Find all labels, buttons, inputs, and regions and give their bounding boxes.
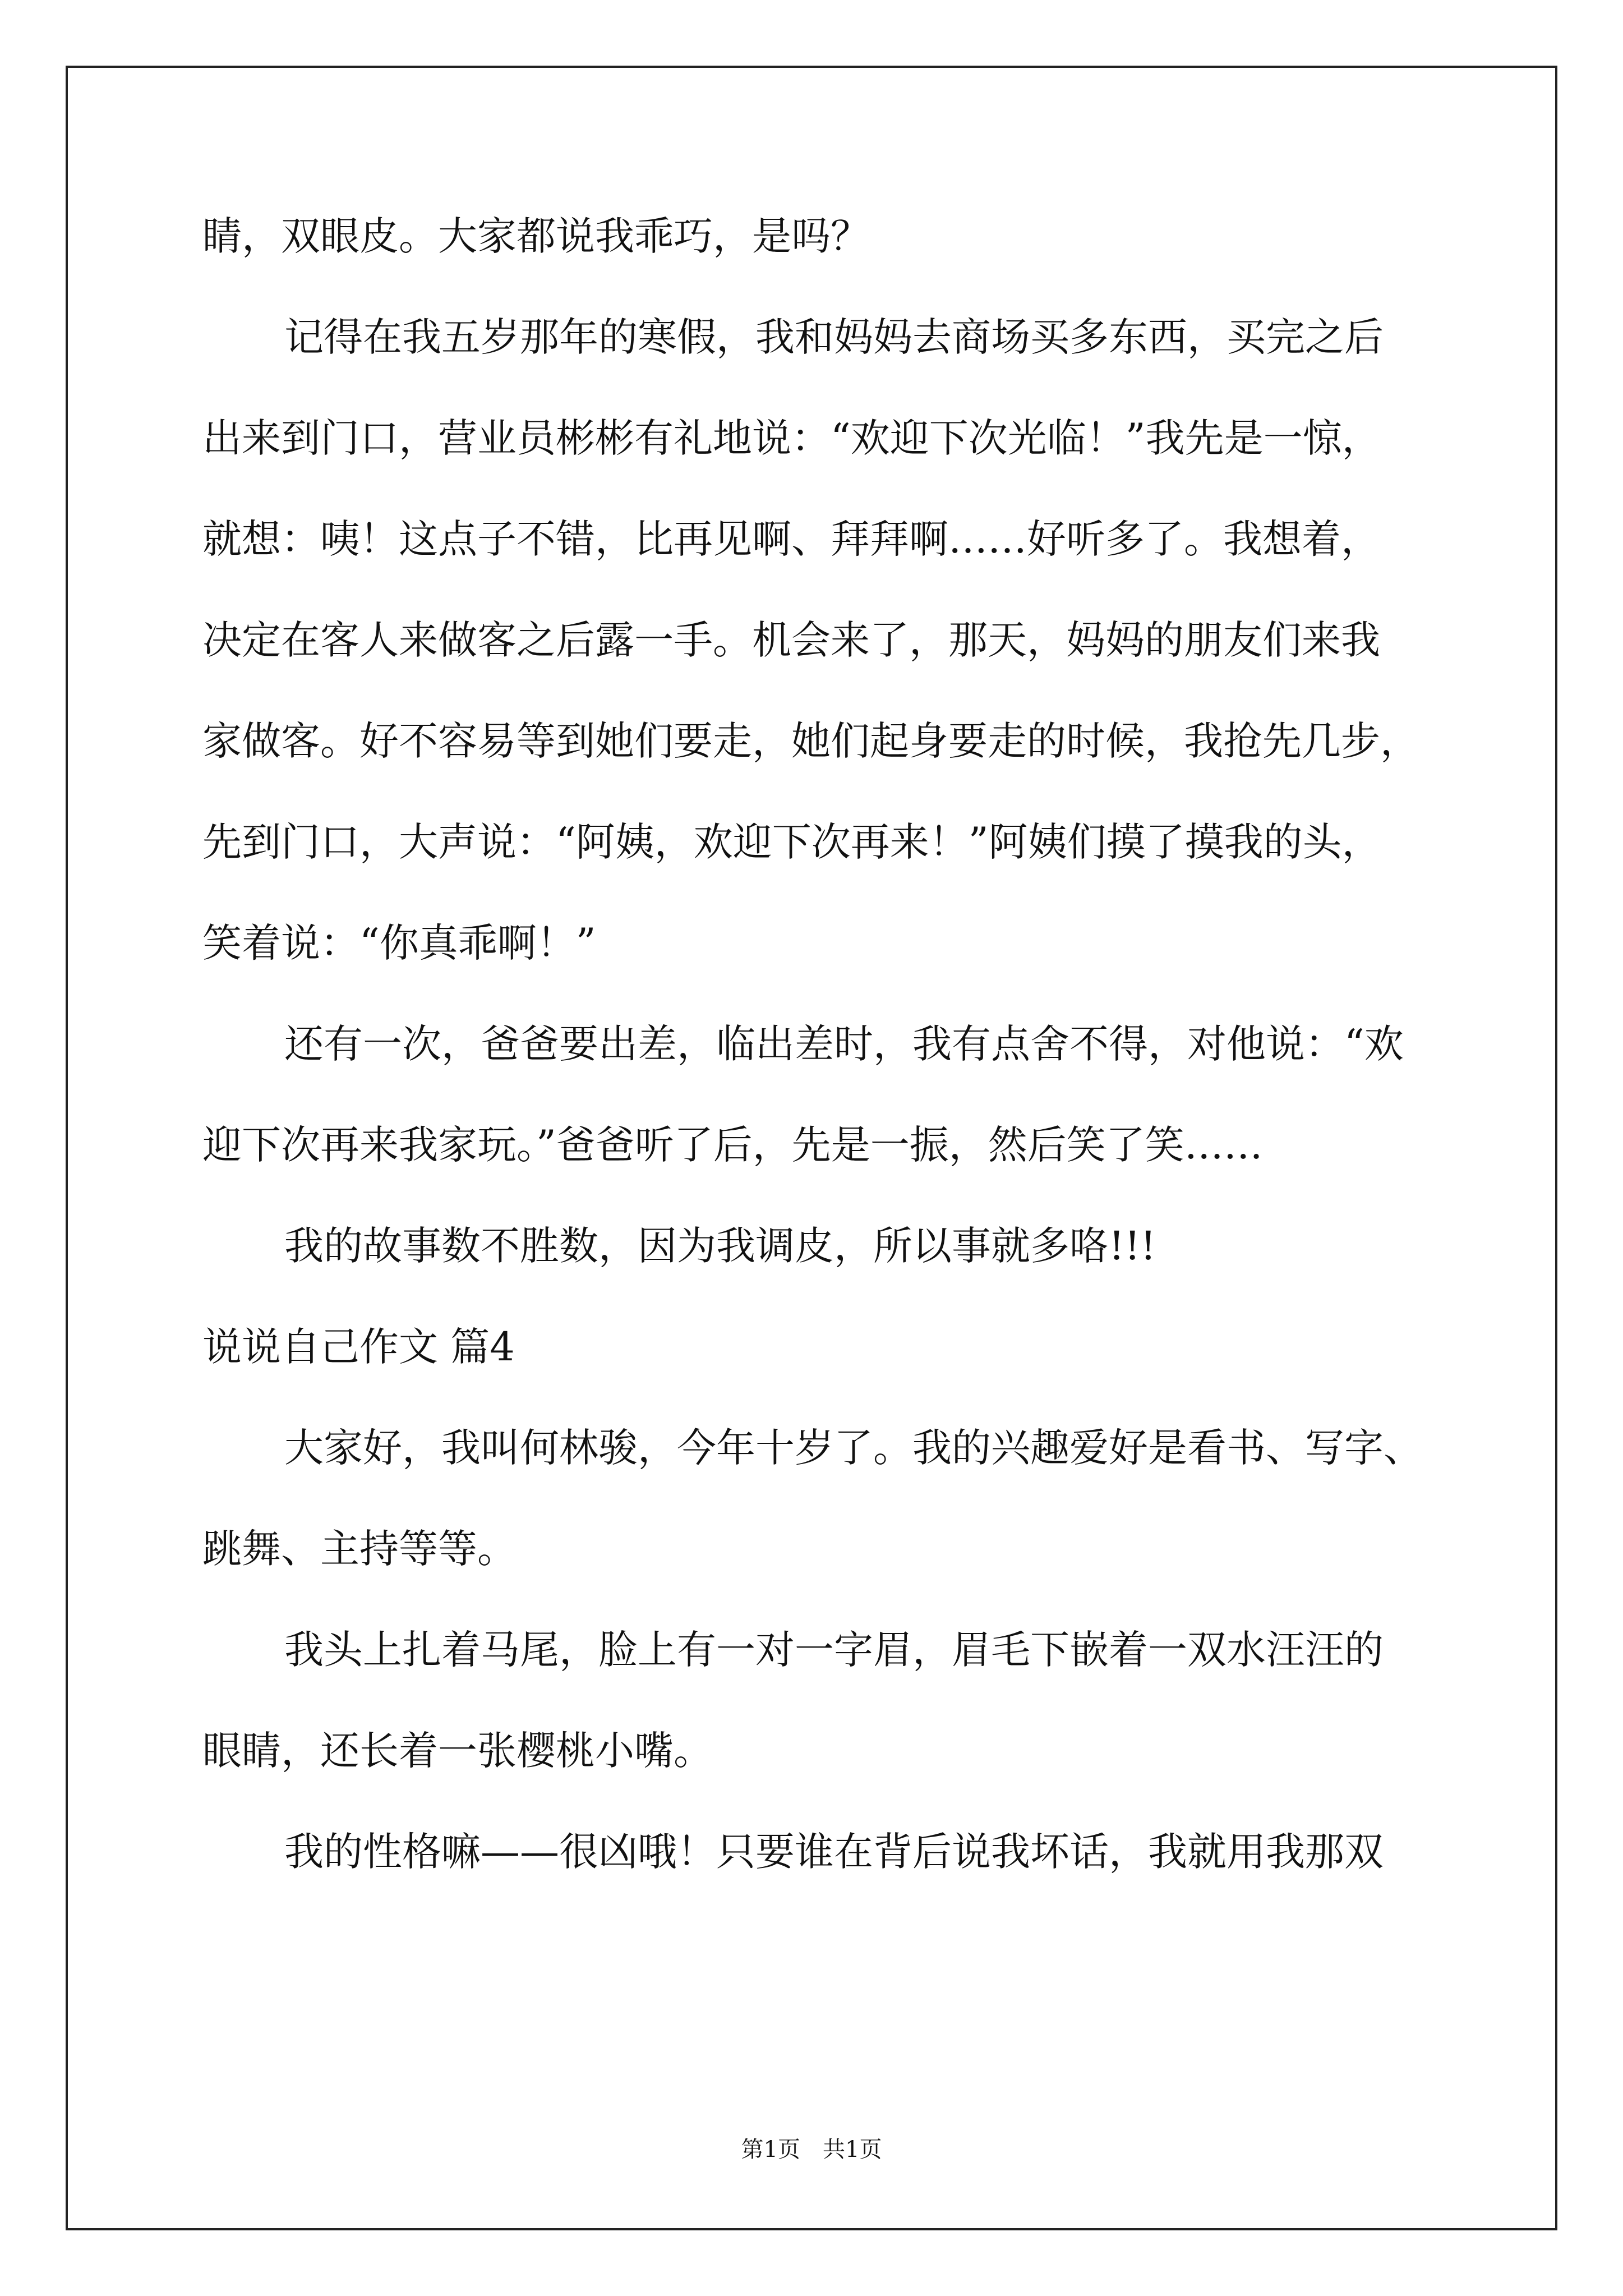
- page-number-footer: 第1页 共1页: [741, 2137, 882, 2162]
- document-body: [202, 186, 1436, 1902]
- text-line: 眼睛，还长着一张樱桃小嘴。: [202, 1728, 713, 1774]
- text-line: 家做客。好不容易等到她们要走，她们起身要走的时候，我抢先几步，: [202, 718, 1419, 764]
- paragraph-start: 我的故事数不胜数，因为我调皮，所以事就多咯!!!: [284, 1223, 1156, 1269]
- paragraph-start: 我的性格嘛——很凶哦！只要谁在背后说我坏话，我就用我那双: [284, 1829, 1384, 1875]
- text-line: 睛，双眼皮。大家都说我乖巧，是吗？: [202, 213, 870, 259]
- text-line: 笑着说：“你真乖啊！”: [202, 920, 596, 966]
- paragraph-start: 记得在我五岁那年的寒假，我和妈妈去商场买多东西，买完之后: [284, 314, 1384, 360]
- text-line: 出来到门口，营业员彬彬有礼地说：“欢迎下次光临！”我先是一惊，: [202, 415, 1381, 461]
- paragraph-start: 大家好，我叫何林骏，今年十岁了。我的兴趣爱好是看书、写字、: [284, 1425, 1423, 1471]
- text-line: 决定在客人来做客之后露一手。机会来了，那天，妈妈的朋友们来我: [202, 617, 1380, 663]
- section-heading: 说说自己作文 篇4: [202, 1324, 515, 1370]
- text-line: 跳舞、主持等等。: [202, 1526, 517, 1572]
- text-line: 迎下次再来我家玩。”爸爸听了后，先是一振，然后笑了笑……: [202, 1122, 1263, 1168]
- paragraph-start: 我头上扎着马尾，脸上有一对一字眉，眉毛下嵌着一双水汪汪的: [284, 1627, 1384, 1673]
- text-line: 就想：咦！这点子不错，比再见啊、拜拜啊……好听多了。我想着，: [202, 516, 1380, 562]
- text-line: 先到门口，大声说：“阿姨，欢迎下次再来！”阿姨们摸了摸我的头，: [202, 819, 1381, 865]
- paragraph-start: 还有一次，爸爸要出差，临出差时，我有点舍不得，对他说：“欢: [284, 1021, 1404, 1067]
